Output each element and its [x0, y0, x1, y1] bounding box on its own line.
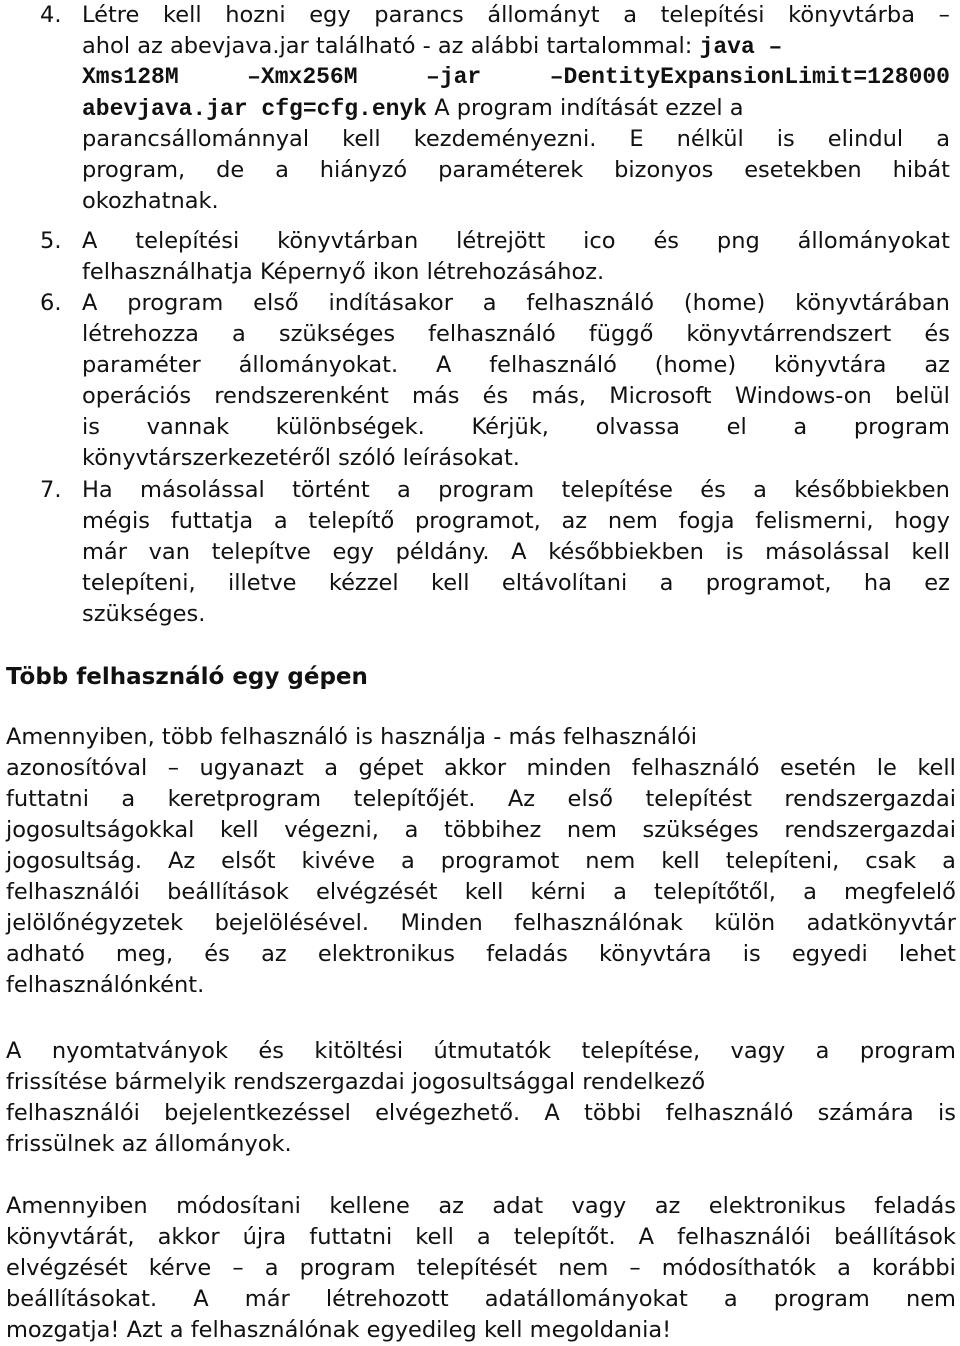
paragraph-line: jogosultságokkal kell végezni, a többihez nem szükséges rendszergazdai [6, 817, 956, 843]
paragraph-line: felhasználónként. [6, 972, 205, 998]
list-item-number: 7. [40, 477, 62, 503]
list-item-line: ahol az abevjava.jar található - az alábbi tartalommal: java – [82, 33, 783, 60]
list-item-line: Ha másolással történt a program telepítése és a későbbiekben [82, 477, 950, 503]
section-heading: Több felhasználó egy gépen [6, 664, 368, 690]
paragraph-line: beállításokat. A már létrehozott adatállományokat a program nem [6, 1286, 956, 1312]
paragraph-line: frissülnek az állományok. [6, 1131, 292, 1157]
paragraph-line: Amennyiben módosítani kellene az adat vagy az elektronikus feladás [6, 1193, 956, 1219]
paragraph-line: futtatni a keretprogram telepítőjét. Az első telepítést rendszergazdai [6, 786, 956, 812]
list-item-line: operációs rendszerenként más és más, Microsoft Windows-on belül [82, 383, 950, 409]
paragraph-line: A nyomtatványok és kitöltési útmutatók telepítése, vagy a program [6, 1038, 956, 1064]
list-item-line: paraméter állományokat. A felhasználó (home) könyvtára az [82, 352, 950, 378]
list-item-line: program, de a hiányzó paraméterek bizonyos esetekben hibát [82, 157, 950, 183]
list-item-line: A program első indításakor a felhasználó (home) könyvtárában [82, 290, 950, 316]
paragraph-line: frissítése bármelyik rendszergazdai jogosultsággal rendelkező [6, 1069, 706, 1095]
paragraph-line: azonosítóval – ugyanazt a gépet akkor minden felhasználó esetén le kell [6, 755, 956, 781]
list-item-number: 5. [40, 228, 62, 254]
list-item-line: létrehozza a szükséges felhasználó függő könyvtárrendszert és [82, 321, 950, 347]
paragraph-line: jelölőnégyzetek bejelölésével. Minden felhasználónak külön adatkönyvtár [6, 910, 956, 936]
paragraph-line: jogosultság. Az elsőt kivéve a programot nem kell telepíteni, csak a [6, 848, 956, 874]
list-item-line: okozhatnak. [82, 188, 219, 214]
paragraph-line: felhasználói bejelentkezéssel elvégezhető. A többi felhasználó számára is [6, 1100, 956, 1126]
paragraph-line: elvégzését kérve – a program telepítését nem – módosíthatók a korábbi [6, 1255, 956, 1281]
list-item-number: 6. [40, 290, 62, 316]
list-item-line: szükséges. [82, 601, 206, 627]
paragraph-line: adható meg, és az elektronikus feladás könyvtára is egyedi lehet [6, 941, 956, 967]
list-item-line: könyvtárszerkezetéről szóló leírásokat. [82, 445, 520, 471]
list-item-number: 4. [40, 2, 62, 28]
list-item-line: Létre kell hozni egy parancs állományt a telepítési könyvtárba – [82, 2, 950, 28]
paragraph-line: könyvtárát, akkor újra futtatni kell a telepítőt. A felhasználói beállítások [6, 1224, 956, 1250]
list-item-line: Xms128M –Xmx256M –jar –DentityExpansionLimit=128000 [82, 64, 950, 90]
list-item-line: is vannak különbségek. Kérjük, olvassa el a program [82, 414, 950, 440]
list-item-line: mégis futtatja a telepítő programot, az nem fogja felismerni, hogy [82, 508, 950, 534]
paragraph-line: felhasználói beállítások elvégzését kell kérni a telepítőtől, a megfelelő [6, 879, 956, 905]
list-item-line: már van telepítve egy példány. A későbbiekben is másolással kell [82, 539, 950, 565]
list-item-line: abevjava.jar cfg=cfg.enyk A program indítását ezzel a [82, 95, 744, 122]
list-item-line: telepíteni, illetve kézzel kell eltávolítani a programot, ha ez [82, 570, 950, 596]
list-item-line: felhasználhatja Képernyő ikon létrehozásához. [82, 259, 605, 285]
paragraph-line: Amennyiben, több felhasználó is használja - más felhasználói [6, 724, 698, 750]
list-item-line: parancsállománnyal kell kezdeményezni. E nélkül is elindul a [82, 126, 950, 152]
list-item-line: A telepítési könyvtárban létrejött ico és png állományokat [82, 228, 950, 254]
paragraph-line: mozgatja! Azt a felhasználónak egyedileg kell megoldania! [6, 1317, 672, 1343]
